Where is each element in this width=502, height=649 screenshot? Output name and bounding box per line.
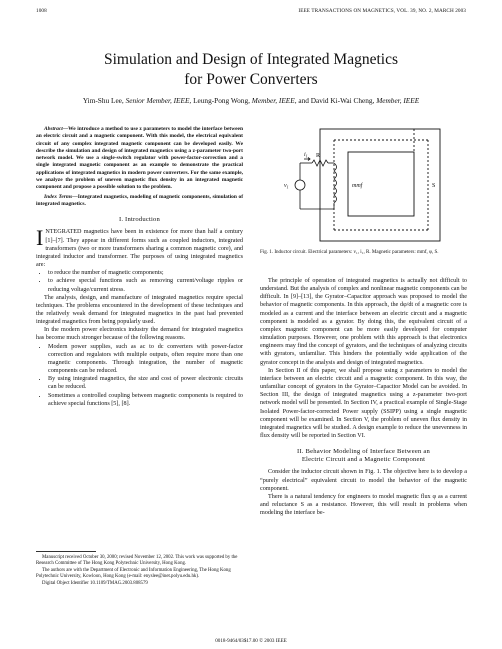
abstract [36, 126, 243, 192]
magnetic-core [320, 129, 440, 241]
list-item: • By using integrated magnetics, the size and cost of power electronic circuits can be reduced. [48, 375, 243, 391]
author-membership: Member, IEEE [376, 96, 420, 105]
list-item: • Sometimes a controlled coupling between magnetic components is required to achieve special functions [5], [8]. [48, 392, 243, 408]
copyright-line: 0018-9464/03$17.00 © 2003 IEEE [215, 638, 287, 644]
right-column [260, 277, 467, 517]
body-paragraph: In Section II of this paper, we shall propose using z parameters to model the interface between an electric circuit and a magnetic component. In this way, the unfamiliar concept of gyrators in the Gyrator–Capacitor Model can be avoided. In Section III, the design of integrated magnetics using a z-parameter two-port network model will be presented. In Section IV, a practical example of Single-Stage Isolated Power-factor-corrected Power supply (SSIPP) using a single magnetic component will be examined. In Section V, the problem of uneven flux density in integrated magnetics will be studied. A design example to reduce the unevenness in flux density will be reported in Section VI. [260, 367, 467, 439]
reasons-list [36, 343, 243, 408]
abstract-text: We introduce a method to use z parameters to model the interface between an electric circuit and a magnetic component. With this model, the electrical equivalent circuit of any complex integrated magnetic component can be developed easily. We describe the simulation and design of integrated magnetics using a z-parameter two-port network model. We use a single-switch regulator with power-factor-correction and a single integrated magnetic component as an example to demonstrate the practical applications of integrated magnetics in modern power converters. For the same example, we analyze the problem of uneven magnetic flux density in an integrated magnetic component and propose a possible solution to the problem. [36, 126, 243, 191]
figure-caption-label: Fig. 1. [260, 249, 274, 255]
figure-1-inductor-circuit [260, 126, 467, 244]
footnote: Digital Object Identifier 10.1109/TMAG.2003.808579 [42, 580, 148, 586]
electric-circuit [295, 158, 337, 210]
figure-caption [260, 249, 467, 256]
body-paragraph: The principle of operation of integrated magnetics is actually not difficult to understand. But the analysis of complex and nonlinear magnetic components can be difficult. In [9]–[13], the Gyrator–Capacitor approach was proposed to model the behavior of magnetic components. In this approach, the dφ/dt of a magnetic core is modeled as a current and the interface between an electric circuit and a magnetic component is modeled as a gyrator. By doing this, the equivalent circuit of a complex magnetic component can be more easily developed for computer simulation purposes. However, one problem with this approach is that electronics engineers may find the concept of gyrators, and the techniques of analyzing circuits with gyrators, unfamiliar. This hinders the potentially wide application of the gyrator concept in the analysis and design of integrated magnetics. [260, 278, 467, 366]
author-list [20, 96, 482, 105]
section-heading-behavior-modeling [260, 448, 467, 464]
list-item: • Modern power supplies, such as ac to dc converters with power-factor correction and regulators with multiple outputs, often require more than one magnetic components. Through integration, the number of magnetic components can be reduced. [48, 343, 243, 376]
author-membership: Senior Member, IEEE, [125, 96, 192, 105]
list-item: • to reduce the number of magnetic components; [48, 269, 243, 277]
intro-paragraph [36, 225, 243, 269]
core-outer-outline [320, 129, 440, 241]
index-terms-label: Index Terms— [44, 193, 78, 200]
list-item: • to achieve special functions such as removing current/voltage ripples or reducing voltage/current stress. [48, 277, 243, 293]
author-name: and David Ki-Wai Cheng, [298, 96, 375, 105]
label-mmf: mmf [352, 183, 363, 189]
paper-title [40, 50, 462, 90]
index-terms-text: Integrated magnetics, modeling of magnetic components, simulation of integrated magnetics. [36, 193, 244, 207]
intro-text: NTEGRATED magnetics have been in existence for more than half a century [1]–[7]. They appear in different forms such as coupled inductors, integrated transformers (two or more transformers sharing a common magnetic core), and integrated inductor and transformer. The purposes of using integrated magnetics are: [36, 229, 243, 269]
label-voltage: $v_1$ [284, 183, 289, 190]
title-line-1: Simulation and Design of Integrated Magnetics [103, 51, 398, 68]
footnotes [36, 551, 243, 587]
voltage-source [295, 180, 305, 190]
journal-header: IEEE TRANSACTIONS ON MAGNETICS, VOL. 39, NO. 2, MARCH 2003 [298, 8, 466, 14]
author-membership: Member, IEEE, [251, 96, 297, 105]
body-paragraph: Consider the inductor circuit shown in Fig. 1. The objective here is to develop a “purely electrical” equivalent circuit to model the behavior of the magnetic component. [260, 469, 467, 492]
index-terms [36, 194, 243, 209]
figure-caption-text: Inductor circuit. Electrical parameters: v₁, i₁, R. Magnetic parameters: mmf, φ, S. [274, 249, 439, 255]
author-name: Leung-Pong Wong, [193, 96, 250, 105]
body-paragraph: The analysis, design, and manufacture of integrated magnetics require special techniques. The problems encountered in the development of these techniques and the relatively weak demand for integrated magnetics in the past had prevented integrated magnetics from being popularly used. [36, 294, 243, 326]
footnote-rule [36, 551, 96, 552]
footnote: Manuscript received October 30, 2000; revised November 12, 2002. This work was supported by the Research Committee of The Hong Kong Polytechnic University, Hong Kong. [36, 555, 238, 567]
section-heading-line: II. Behavior Modeling of Interface Between an [297, 448, 430, 456]
footnote: The authors are with the Department of Electronic and Information Engineering, The Hong Kong Polytechnic University, Kowloon, Hong Kong (e-mail: enyslee@inet.polyu.edu.hk). [36, 567, 231, 580]
section-heading-introduction: I. Introduction [118, 216, 161, 224]
label-current: $i_1$ [304, 152, 308, 159]
body-paragraph: In the modern power electronics industry the demand for integrated magnetics has become much stronger because of the following reasons. [36, 327, 243, 342]
body-paragraph: There is a natural tendency for engineers to model magnetic flux φ as a current and reluctance S as a resistance. However, this will result in problems when modeling the interface be- [260, 493, 467, 517]
label-reluctance: S [432, 183, 436, 189]
author-name: Yim-Shu Lee, [82, 96, 124, 105]
drop-cap: I [36, 225, 44, 251]
purpose-list [36, 269, 243, 293]
left-column [36, 126, 243, 408]
section-heading-line: Electric Circuit and a Magnetic Component [301, 456, 426, 464]
page-number: 1008 [36, 8, 47, 14]
title-line-2: for Power Converters [184, 71, 318, 88]
abstract-label: Abstract— [44, 126, 69, 132]
label-resistor: R [316, 153, 321, 159]
